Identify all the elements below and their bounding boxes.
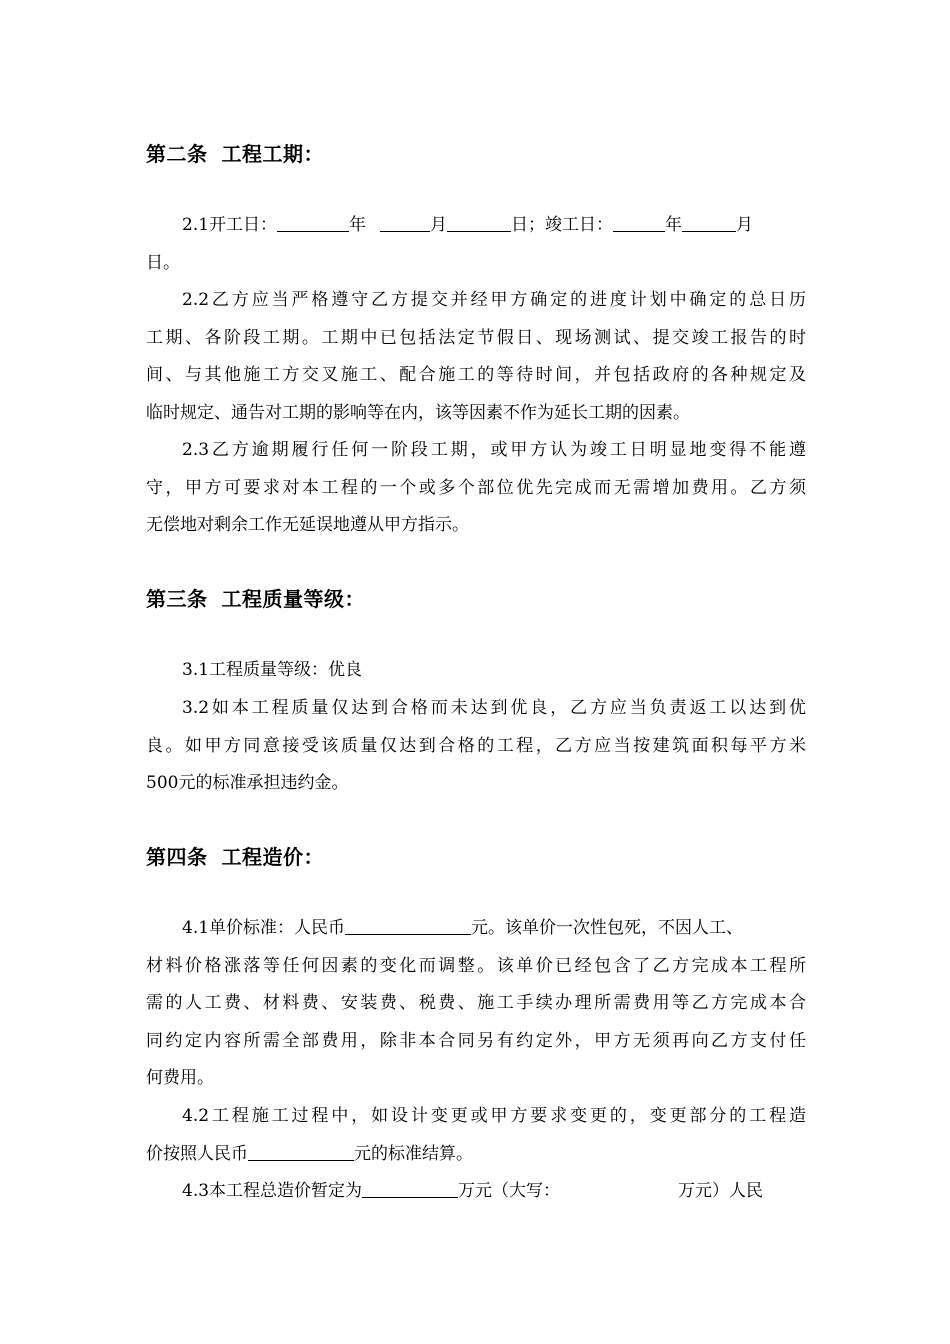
- heading-number: 第二条: [146, 142, 208, 166]
- text-line: 500元的标准承担违约金。: [146, 773, 349, 793]
- clause-4-3: [146, 1173, 806, 1211]
- text-line: 同约定内容所需全部费用，除非本合同另有约定外，甲方无须再向乙方支付任: [146, 1030, 806, 1051]
- text-span: 万元）人民: [678, 1181, 764, 1201]
- text-span: 价按照人民币: [146, 1143, 248, 1164]
- clause-2-1: [146, 207, 806, 282]
- blank-total-price[interactable]: [362, 1181, 458, 1198]
- clause-3-1: [146, 652, 806, 690]
- month-unit: 月: [736, 215, 754, 235]
- text-span: 元的标准结算。: [354, 1143, 473, 1164]
- blank-end-year[interactable]: [613, 215, 665, 232]
- text-line: 工期、各阶段工期。工期中已包括法定节假日、现场测试、提交竣工报告的时: [146, 327, 806, 348]
- blank-start-day[interactable]: [447, 215, 511, 232]
- day-unit: 日。: [146, 252, 180, 273]
- clause-2-2: [146, 282, 806, 432]
- text-line: 材料价格涨落等任何因素的变化而调整。该单价已经包含了乙方完成本工程所: [146, 955, 806, 976]
- heading-title: 工程造价：: [221, 845, 324, 869]
- text-line: 3.2如本工程质量仅达到合格而未达到优良，乙方应当负责返工以达到优: [182, 698, 806, 718]
- unit-price-label: 4.1单价标准：人民币: [182, 918, 346, 938]
- blank-unit-price[interactable]: [345, 918, 471, 935]
- blank-change-price[interactable]: [248, 1144, 354, 1161]
- blank-start-month[interactable]: [380, 215, 430, 232]
- text-line: 临时规定、通告对工期的影响等在内，该等因素不作为延长工期的因素。: [146, 402, 690, 423]
- clause-2-1-label: 2.1开工日：: [182, 215, 278, 235]
- heading-number: 第三条: [146, 587, 208, 611]
- text-line: 2.3乙方逾期履行任何一阶段工期，或甲方认为竣工日明显地变得不能遵: [182, 440, 806, 460]
- text-line: 无偿地对剩余工作无延误地遵从甲方指示。: [146, 515, 469, 535]
- clause-2-3: [146, 432, 806, 545]
- blank-end-month[interactable]: [682, 215, 736, 232]
- text-span: 万元（大写：: [458, 1181, 561, 1201]
- clause-3-2: [146, 690, 806, 803]
- end-date-label: 日；竣工日：: [511, 215, 614, 235]
- section-heading-4: [146, 841, 324, 870]
- text-line: 间、与其他施工方交叉施工、配合施工的等待时间，并包括政府的各种规定及: [146, 365, 806, 385]
- text-line: 守，甲方可要求对本工程的一个或多个部位优先完成而无需增加费用。乙方须: [146, 477, 806, 498]
- text-line: 3.1工程质量等级：优良: [182, 660, 363, 680]
- heading-title: 工程工期：: [221, 142, 324, 166]
- heading-number: 第四条: [146, 845, 208, 869]
- text-line: 需的人工费、材料费、安装费、税费、施工手续办理所需费用等乙方完成本合: [146, 993, 806, 1013]
- blank-start-year[interactable]: [277, 215, 349, 232]
- year-unit: 年: [665, 215, 683, 235]
- month-unit: 月: [430, 215, 448, 235]
- clause-4-1: [146, 910, 806, 1098]
- text-line: 4.2工程施工过程中，如设计变更或甲方要求变更的，变更部分的工程造: [182, 1106, 806, 1126]
- year-unit: 年: [349, 215, 367, 235]
- text-line: 良。如甲方同意接受该质量仅达到合格的工程，乙方应当按建筑面积每平方米: [146, 735, 806, 756]
- text-line: 何费用。: [146, 1068, 214, 1088]
- text-line: 2.2乙方应当严格遵守乙方提交并经甲方确定的进度计划中确定的总日历: [182, 290, 806, 310]
- section-heading-3: [146, 583, 365, 612]
- text-span: 4.3本工程总造价暂定为: [182, 1181, 363, 1201]
- section-heading-2: [146, 138, 324, 167]
- clause-4-2: [146, 1098, 806, 1173]
- heading-title: 工程质量等级：: [221, 587, 365, 611]
- text-span: 元。该单价一次性包死，不因人工、: [471, 918, 744, 938]
